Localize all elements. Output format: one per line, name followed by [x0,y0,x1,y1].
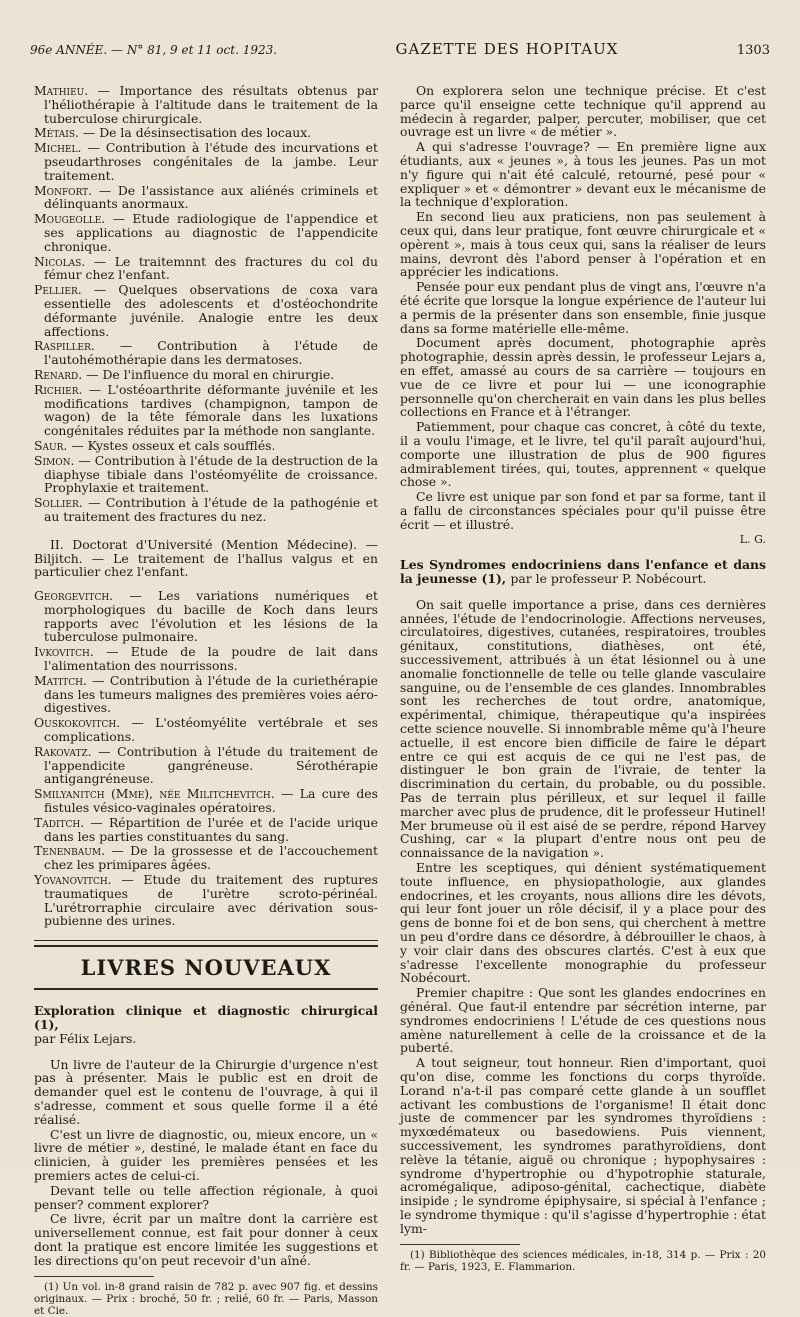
author-name: Renard. [34,366,83,382]
paragraph: Pensée pour eux pendant plus de vingt ans, l'œuvre n'a été écrite que lorsque la longue expérience de l'auteur lui a permis de la présenter dans son ensemble, finie jusque dans sa forme matérielle elle-même. [400,279,766,336]
author-name: Ivkovitch. [34,644,94,660]
thesis-list [34,84,378,524]
article-body-continued [400,84,766,532]
paragraph: A tout seigneur, tout honneur. Rien d'important, quoi qu'on dise, comme les fonctions du corps thyroïde. Lorand n'a-t-il pas comparé cette glande à un soufflet activant les combustions de l'organisme! Il était donc juste de commencer par les syndromes thyroïdiens : myxœdémateux ou basedowiens. Puis viennent, successivement, les syndromes parathyroïdiens, dont relève la tétanie, aiguë ou chronique ; hypophysaires : syndrome d'hypertrophie ou d'hypotrophie staturale, acromégalique, adiposo-génital, cachectique, diabète insipide ; le syndrome épiphysaire, si spécial à l'enfance ; le syndrome thymique : qu'il s'agisse d'hypertrophie : état lym- [400,1055,766,1236]
thesis-title: — La cure des fistules vésico-vaginales opératoires. [44,786,378,816]
article-author: par Félix Lejars. [34,1030,137,1046]
thesis-entry [34,255,378,283]
paragraph: A qui s'adresse l'ouvrage? — En première ligne aux étudiants, aux « jeunes », à tous les jeunes. Pas un mot n'y figure qui n'ait été calculé, retourné, pesé pour « expliquer » et « démontrer » devant eux le mécanisme de la technique d'exploration. [400,139,766,210]
thesis-entry [34,212,378,253]
paragraph: Devant telle ou telle affection régionale, à quoi penser? comment explorer? [34,1182,378,1212]
author-name: Saur. [34,437,68,453]
thesis-entry [34,844,378,872]
article-body-syndromes [400,598,766,1236]
thesis-entry [34,141,378,182]
right-column [400,83,766,1273]
thesis-title: — Etude du traitement des ruptures traumatiques de l'urètre scroto-périnéal. L'urétrorraphie circulaire avec dérivation sous-pubienne des urines. [44,872,378,929]
author-name: Ouskokovitch. [34,715,121,731]
article-title-exploration [34,1004,378,1045]
article-author: par le professeur P. Nobécourt. [510,571,707,587]
thesis-title: — L'ostéomyélite vertébrale et ses complications. [44,715,378,745]
footnote-divider [34,1276,154,1277]
thesis-title: — Contribution à l'étude de la pathogénie et au traitement des fractures du nez. [44,495,378,524]
thesis-entry [34,496,378,524]
thesis-title: — De l'influence du moral en chirurgie. [82,366,335,382]
thesis-title: — Contribution à l'étude des incurvations et pseudarthroses congénitales de la jambe. Leur traitement. [44,140,378,183]
thesis-title: — De la désinsectisation des locaux. [78,125,312,141]
thesis-title: — Contribution à l'étude de la destruction de la diaphyse tibiale dans l'ostéomyélite de croissance. Prophylaxie et traitement. [44,452,378,496]
page-header [30,40,770,70]
thesis-title: — Importance des résultats obtenus par l'héliothérapie à l'altitude dans le traitement de la tuberculose chirurgicale. [44,83,378,126]
author-name: Sollier. [34,495,83,511]
author-name: Taditch. [34,814,85,830]
paragraph: Document après document, photographie après photographie, dessin après dessin, le professeur Lejars a, en effet, amassé au cours de sa carrière — toujours en vue de ce livre et pour lui — une iconographie personnelle qu'on chercherait en vain dans les plus belles collections en France et à l'étranger. [400,335,766,420]
thesis-title: — Répartition de l'urée et de l'acide urique dans les parties constituantes du sang. [44,814,378,844]
thesis-entry [34,368,378,382]
thesis-entry [34,589,378,644]
thesis-title: — De la grossesse et de l'accouchement chez les primipares âgées. [44,843,378,873]
author-name: Monfort. [34,182,93,198]
paragraph: Ce livre, écrit par un maître dont la carrière est universellement connue, est fait pour donner à ceux dont la pratique est encore limitée les suggestions et les directions qu'on peut recevoir d'un aîné. [34,1211,378,1268]
author-name: Pellier. [34,282,82,298]
article-title-syndromes [400,558,766,586]
thesis-title: — De l'assistance aux aliénés criminels et délinquants anormaux. [44,182,378,212]
thesis-title: — Les variations numériques et morphologiques du bacille de Koch dans leurs rapports avec l'évolution et les lésions de la tuberculose pulmonaire. [44,588,378,645]
divider [34,940,378,941]
author-name: Richier. [34,381,83,397]
thesis-title: — Etude de la poudre de lait dans l'alimentation des nourrissons. [44,644,378,674]
thesis-title: — Contribution à l'étude de l'autohémothérapie dans les dermatoses. [44,338,378,368]
author-name: Georgevitch. [34,588,114,604]
paragraph: Un livre de l'auteur de la Chirurgie d'urgence n'est pas à présenter. Mais le public est en droit de demander quel est le contenu de l'ouvrage, à qui il s'adresse, comment et sous quelle forme il a été réalisé. [34,1056,378,1127]
article-title-text: Les Syndromes endocriniens dans l'enfance et dans la jeunesse (1), [400,557,766,587]
author-name: Raspiller. [34,338,95,354]
paragraph: On explorera selon une technique précise. Et c'est parce qu'il enseigne cette technique qu'il apprend au médecin à regarder, palper, percuter, mobiliser, que cet ouvrage est un livre « de métier ». [400,83,766,140]
thesis-entry [34,283,378,338]
thesis-entry [34,645,378,673]
paragraph: C'est un livre de diagnostic, ou, mieux encore, un « livre de métier », destiné, le malade étant en face du clinicien, à guider les premières pensées et les premiers actes de celui-ci. [34,1126,378,1183]
paragraph: Premier chapitre : Que sont les glandes endocrines en général. Que faut-il entendre par sécrétion interne, par syndromes endocriniens ! L'étude de ces questions nous amène naturellement à celle de la croissance et de la puberté. [400,985,766,1056]
thesis-entry [34,439,378,453]
thesis-list-2 [34,589,378,928]
section-title-livres: LIVRES NOUVEAUX [34,945,378,990]
thesis-entry [34,339,378,367]
left-column [34,83,378,1317]
author-name: Matitch. [34,672,87,688]
thesis-entry [34,873,378,928]
thesis-entry [34,84,378,125]
article-body-exploration [34,1058,378,1268]
thesis-entry [34,716,378,744]
page-number: 1303 [736,43,770,58]
doctorat-heading: II. Doctorat d'Université (Mention Médecine). — Biljitch. — Le traitement de l'hallus valgus et en particulier chez l'enfant. [34,536,378,580]
author-name: Smilyanitch (Mme), née Militchevitch. [34,786,275,802]
footnote-divider [400,1244,520,1245]
thesis-title: — Kystes osseux et cals soufflés. [67,437,276,453]
footnote-left: (1) Un vol. in-8 grand raisin de 782 p. avec 907 fig. et dessins originaux. — Prix : broché, 50 fr. ; relié, 60 fr. — Paris, Masson et Cie. [34,1280,378,1317]
author-name: Mougeolle. [34,211,106,227]
thesis-entry [34,126,378,140]
paragraph: Entre les sceptiques, qui dénient systématiquement toute influence, en physiopathologie, aux glandes endocrines, et les croyants, nous allions dire les dévots, qui leur font jouer un rôle décisif, il y a place pour des gens de bonne foi et de bon sens, qui cherchent à mettre un peu d'ordre dans ce désordre, à débrouiller le chaos, à y voir clair dans des obscures clartés. C'est à eux que s'adresse l'excellente monographie du professeur Nobécourt. [400,860,766,986]
thesis-title: — Contribution à l'étude du traitement de l'appendicite gangréneuse. Sérothérapie antigangréneuse. [44,743,378,787]
article-title-text: Exploration clinique et diagnostic chirurgical (1), [34,1003,378,1033]
author-name: Simon. [34,452,75,468]
thesis-entry [34,816,378,844]
paragraph: Ce livre est unique par son fond et par sa forme, tant il a fallu de circonstances spéciales pour qu'il puisse être écrit — et illustré. [400,489,766,532]
author-name: Nicolas. [34,253,86,269]
author-name: Rakovatz. [34,743,92,759]
paragraph: On sait quelle importance a prise, dans ces dernières années, l'étude de l'endocrinologie. Affections nerveuses, circulatoires, digestives, cutanées, respiratoires, troubles génitaux, constitutions, diathèses, ont été, successivement, attribués à un état lésionnel ou à une anomalie fonctionnelle de telle ou telle glande vasculaire sanguine, ou de l'ensemble de ces glandes. Innombrables sont les recherches de tout ordre, anatomique, expérimental, chimique, thérapeutique qu'a inspirées cette science nouvelle. Si innombrable même qu'à l'heure actuelle, il est encore bien difficile de faire le départ entre ce qui est acquis de ce qui ne l'est pas, de distinguer le bon grain de l'ivraie, de tenter la discrimination du certain, du probable, ou du possible. Pas de terrain plus périlleux, et sur lequel il faille marcher avec plus de prudence, dit le professeur Hutinel! Mer brumeuse où il est aisé de se perdre, répond Harvey Cushing, car « la plupart d'entre nous ont peu de connaissance de la navigation ». [400,596,766,861]
author-name: Mathieu. [34,83,89,98]
author-name: Métais. [34,125,79,141]
thesis-entry [34,787,378,815]
thesis-title: — L'ostéoarthrite déformante juvénile et les modifications tardives (champignon, tampon de wagon) de la tête fémorale dans les luxations congénitales réduites par la méthode non sanglante. [44,381,378,439]
signature: L. G. [739,532,766,546]
thesis-title: — Le traitemnnt des fractures du col du fémur chez l'enfant. [44,253,378,283]
thesis-entry [34,454,378,495]
thesis-title: — Contribution à l'étude de la curiethérapie dans les tumeurs malignes des premières voies aéro-digestives. [44,672,378,716]
thesis-entry [34,674,378,715]
author-name: Tenenbaum. [34,843,106,859]
thesis-entry [34,184,378,212]
footnote-right: (1) Bibliothèque des sciences médicales, in-18, 314 p. — Prix : 20 fr. — Paris, 1923, E. Flammarion. [400,1248,766,1273]
paragraph: En second lieu aux praticiens, non pas seulement à ceux qui, dans leur pratique, font œuvre chirurgicale et « opèrent », mais à tous ceux qui, sans la réaliser de leurs mains, devront dès l'abord penser à l'opération et en apprécier les indications. [400,209,766,280]
thesis-entry [34,383,378,438]
paragraph: Patiemment, pour chaque cas concret, à côté du texte, il a voulu l'image, et le livre, tel qu'il paraît aujourd'hui, comporte une illustration de plus de 900 figures admirablement tirées, qui, toutes, apprennent « quelque chose ». [400,419,766,490]
author-name: Yovanovitch. [34,872,112,888]
thesis-title: — Quelques observations de coxa vara essentielle des adolescents et d'ostéochondrite déformante juvénile. Analogie entre les deux affections. [44,282,378,339]
thesis-entry [34,745,378,786]
author-name: Michel. [34,140,82,156]
thesis-title: — Etude radiologique de l'appendice et ses applications au diagnostic de l'appendicite chronique. [44,211,378,254]
issue-info: 96e ANNÉE. — N° 81, 9 et 11 oct. 1923. [30,43,278,57]
journal-title: GAZETTE DES HOPITAUX [395,40,619,58]
